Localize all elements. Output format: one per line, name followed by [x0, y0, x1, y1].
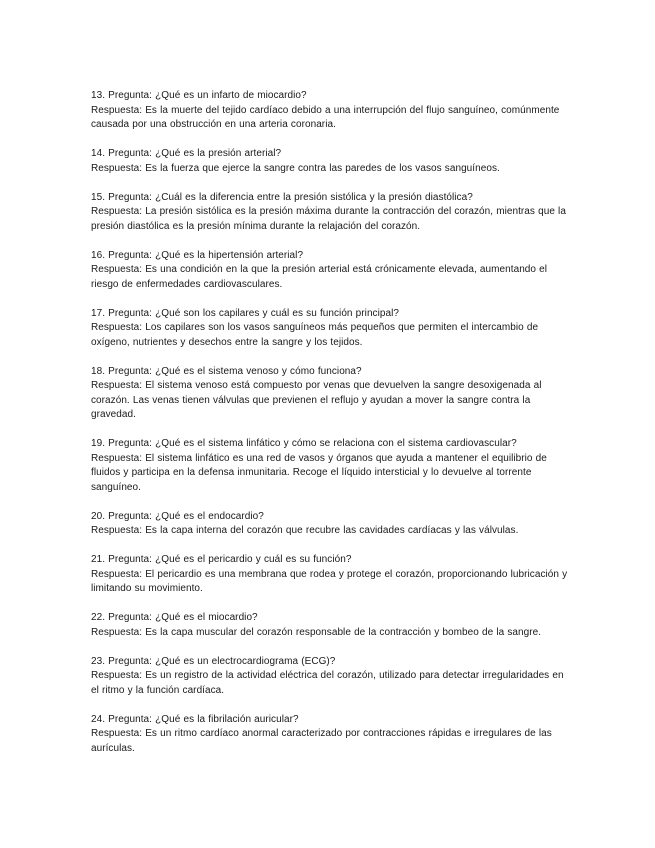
question-text: 23. Pregunta: ¿Qué es un electrocardiograma (ECG)?: [91, 655, 336, 667]
answer-text: Respuesta: Es la capa interna del corazón que recubre las cavidades cardíacas y las válvulas.: [91, 525, 519, 536]
qa-item: [91, 191, 571, 235]
answer-text: Respuesta: El sistema venoso está compuesto por venas que devuelven la sangre desoxigenada al corazón. Las venas tienen válvulas que previenen el reflujo y ayudan a mover la sangre contra la gravedad.: [91, 380, 542, 420]
qa-item: [91, 655, 571, 699]
answer-text: Respuesta: Es una condición en la que la presión arterial está crónicamente elevada, aumentando el riesgo de enfermedades cardiovasculares.: [91, 264, 548, 290]
question-text: 17. Pregunta: ¿Qué son los capilares y cuál es su función principal?: [91, 307, 399, 319]
qa-item: [91, 510, 571, 539]
qa-item: [91, 147, 571, 176]
question-text: 15. Pregunta: ¿Cuál es la diferencia entre la presión sistólica y la presión diastólica?: [91, 191, 473, 203]
question-text: 20. Pregunta: ¿Qué es el endocardio?: [91, 510, 264, 522]
answer-text: Respuesta: Es la fuerza que ejerce la sangre contra las paredes de los vasos sanguíneos.: [91, 162, 500, 174]
question-text: 18. Pregunta: ¿Qué es el sistema venoso y cómo funciona?: [91, 365, 362, 377]
qa-item: [91, 89, 571, 133]
qa-item: [91, 713, 571, 757]
qa-item: [91, 307, 571, 351]
qa-item: [91, 611, 571, 640]
answer-text: Respuesta: Es la muerte del tejido cardíaco debido a una interrupción del flujo sanguíneo, comúnmente causada por una obstrucción en una arteria coronaria.: [91, 104, 560, 130]
answer-text: Respuesta: Es un registro de la actividad eléctrica del corazón, utilizado para detectar irregularidades en el ritmo y la función cardíaca.: [91, 670, 564, 696]
qa-list: [91, 89, 571, 771]
answer-text: Respuesta: El pericardio es una membrana que rodea y protege el corazón, proporcionando lubricación y limitando su movimiento.: [91, 568, 568, 594]
answer-text: Respuesta: La presión sistólica es la presión máxima durante la contracción del corazón, mientras que la presión diastólica es la presión mínima durante la relajación del corazón.: [91, 206, 566, 232]
question-text: 19. Pregunta: ¿Qué es el sistema linfático y cómo se relaciona con el sistema cardiovascular?: [91, 438, 517, 449]
qa-item: [91, 249, 571, 293]
answer-text: Respuesta: El sistema linfático es una red de vasos y órganos que ayuda a mantener el equilibrio de fluidos y participa en la defensa inmunitaria. Recoge el líquido intersticial y lo devuelve al torrente sanguíneo.: [91, 452, 547, 493]
question-text: 21. Pregunta: ¿Qué es el pericardio y cuál es su función?: [91, 554, 352, 565]
question-text: 22. Pregunta: ¿Qué es el miocardio?: [91, 612, 258, 623]
qa-item: [91, 437, 571, 495]
question-text: 16. Pregunta: ¿Qué es la hipertensión arterial?: [91, 249, 304, 261]
answer-text: Respuesta: Es un ritmo cardíaco anormal caracterizado por contracciones rápidas e irregulares de las aurículas.: [91, 728, 552, 754]
question-text: 13. Pregunta: ¿Qué es un infarto de miocardio?: [91, 90, 307, 101]
qa-item: [91, 365, 571, 423]
question-text: 24. Pregunta: ¿Qué es la fibrilación auricular?: [91, 713, 299, 725]
qa-item: [91, 553, 571, 597]
answer-text: Respuesta: Es la capa muscular del corazón responsable de la contracción y bombeo de la sangre.: [91, 626, 542, 638]
question-text: 14. Pregunta: ¿Qué es la presión arterial?: [91, 148, 282, 159]
answer-text: Respuesta: Los capilares son los vasos sanguíneos más pequeños que permiten el intercambio de oxígeno, nutrientes y desechos entre la sangre y los tejidos.: [91, 322, 539, 348]
